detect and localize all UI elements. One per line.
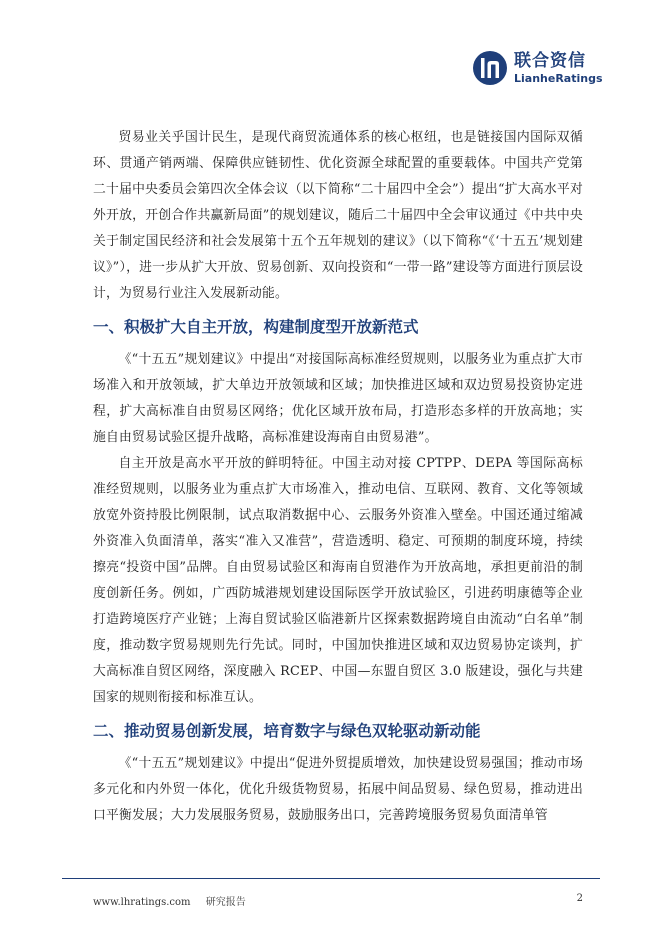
lianhe-logo-icon <box>472 50 508 86</box>
section-2-heading: 二、推动贸易创新发展，培育数字与绿色双轮驱动新动能 <box>93 722 481 740</box>
footer-divider <box>62 878 600 879</box>
footer-website: www.lhratings.com <box>93 897 191 908</box>
section-1-paragraph-2: 自主开放是高水平开放的鲜明特征。中国主动对接 CPTPP、DEPA 等国际高标准经贸规则，以服务业为重点扩大市场准入，推动电信、互联网、教育、文化等领域放宽外资持股比例限制，试点取消数据中心、云服务外资准入壁垒。中国还通过缩减外资准入负面清单，落实“准入又准营”，营造透明、稳定、可预期的制度环境，持续擦亮“投资中国”品牌。自由贸易试验区和海南自贸港作为开放高地，承担更前沿的制度创新任务。例如，广西防城港规划建设国际医学开放试验区，引进药明康德等企业打造跨境医疗产业链；上海自贸试验区临港新片区探索数据跨境自由流动“白名单”制度，推动数字贸易规则先行先试。同时，中国加快推进区域和双边贸易协定谈判，扩大高标准自贸区网络，深度融入 RCEP、中国—东盟自贸区 3.0 版建设，强化与共建国家的规则衔接和标准互认。 <box>93 456 583 705</box>
intro-paragraph: 贸易业关乎国计民生，是现代商贸流通体系的核心枢纽，也是链接国内国际双循环、贯通产销两端、保障供应链韧性、优化资源全球配置的重要载体。中国共产党第二十届中央委员会第四次全体会议（以下简称“二十届四中全会”）提出“扩大高水平对外开放，开创合作共赢新局面”的规划建议，随后二十届四中全会审议通过《中共中央关于制定国民经济和社会发展第十五个五年规划的建议》（以下简称“《‘十五五’规划建议》”），进一步从扩大开放、贸易创新、双向投资和“一带一路”建设等方面进行顶层设计，为贸易行业注入发展新动能。 <box>93 130 583 301</box>
logo-english-name: LianheRatings <box>514 71 603 85</box>
document-body <box>93 125 583 829</box>
footer-report-label: 研究报告 <box>205 897 246 908</box>
section-2-paragraph-1: 《“十五五”规划建议》中提出“促进外贸提质增效，加快建设贸易强国；推动市场多元化和内外贸一体化，优化升级货物贸易，拓展中间品贸易、绿色贸易，推动进出口平衡发展；大力发展服务贸易，鼓励服务出口，完善跨境服务贸易负面清单管 <box>93 756 583 823</box>
logo-chinese-name: 联合资信 <box>514 50 586 71</box>
page-number: 2 <box>576 893 583 904</box>
section-1-heading: 一、积极扩大自主开放，构建制度型开放新范式 <box>93 318 419 336</box>
section-1-paragraph-1: 《“十五五”规划建议》中提出“对接国际高标准经贸规则，以服务业为重点扩大市场准入和开放领域，扩大单边开放领域和区域；加快推进区域和双边贸易投资协定进程，扩大高标准自由贸易区网络；优化区域开放布局，打造形态多样的开放高地；实施自由贸易试验区提升战略，高标准建设海南自由贸易港”。 <box>93 352 583 445</box>
page-footer <box>93 893 583 908</box>
company-logo <box>472 50 603 86</box>
